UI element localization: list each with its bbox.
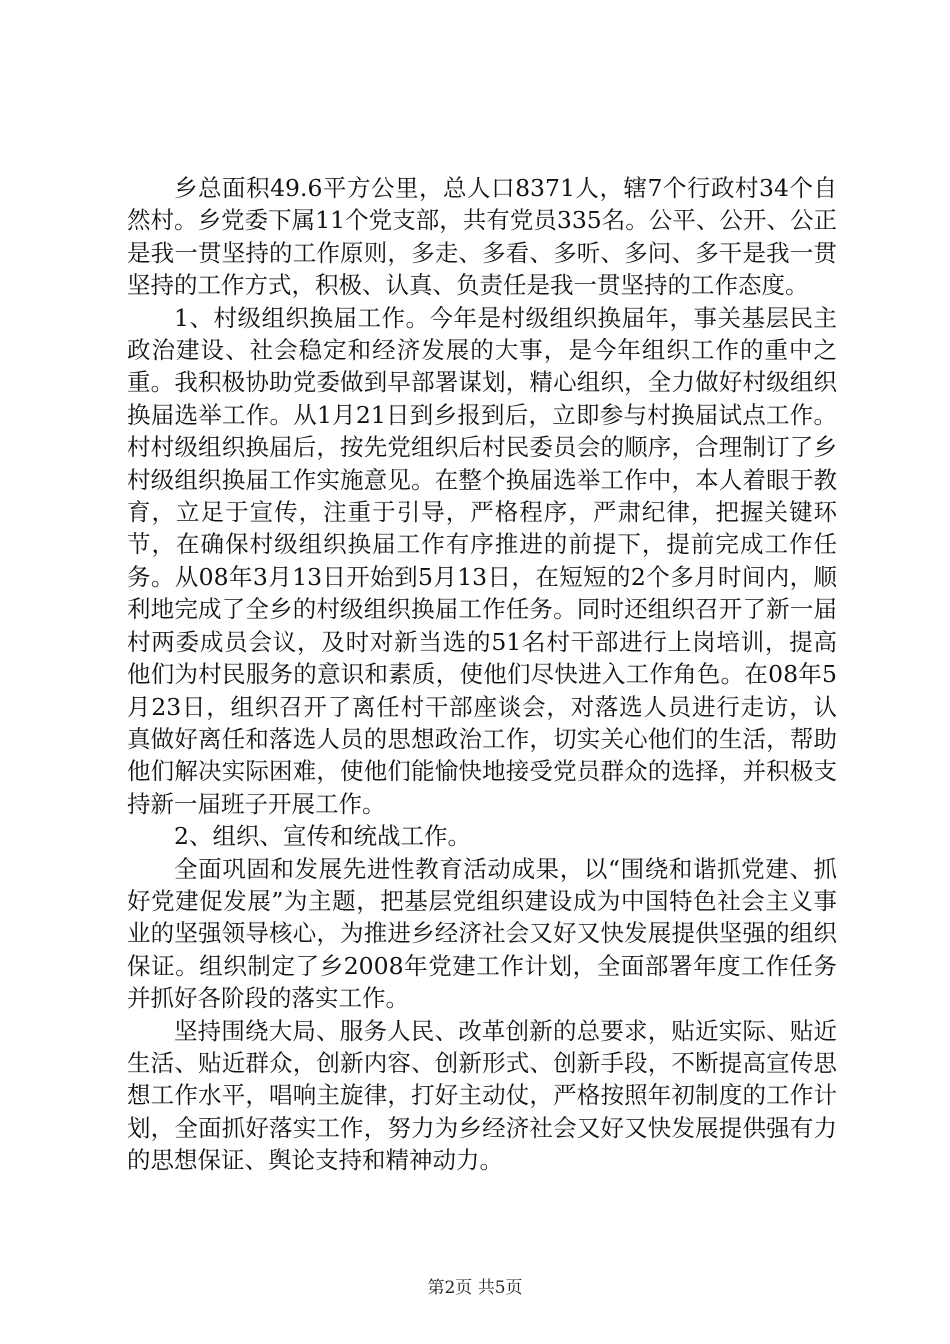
paragraph-publicity: 坚持围绕大局、服务人民、改革创新的总要求，贴近实际、贴近生活、贴近群众，创新内容、创新形式、创新手段，不断提高宣传思想工作水平，唱响主旋律，打好主动仗，严格按照年初制度的工作计划，全面抓好落实工作，努力为乡经济社会又好又快发展提供强有力的思想保证、舆论支持和精神动力。 [127,1016,837,1175]
page-footer: 第2页 共5页 [427,1278,523,1298]
paragraph-party-building: 全面巩固和发展先进性教育活动成果，以“围绕和谐抓党建、抓好党建促发展”为主题，把基层党组织建设成为中国特色社会主义事业的坚强领导核心，为推进乡经济社会又好又快发展提供坚强的组织保证。组织制定了乡2008年党建工作计划，全面部署年度工作任务并抓好各阶段的落实工作。 [127,854,837,1013]
paragraph-section-heading: 2、组织、宣传和统战工作。 [174,822,471,851]
paragraph-village-election: 1、村级组织换届工作。今年是村级组织换届年，事关基层民主政治建设、社会稳定和经济发展的大事，是今年组织工作的重中之重。我积极协助党委做到早部署谋划，精心组织，全力做好村级组织换届选举工作。从1月21日到乡报到后，立即参与村换届试点工作。村村级组织换届后，按先党组织后村民委员会的顺序，合理制订了乡村级组织换届工作实施意见。在整个换届选举工作中，本人着眼于教育，立足于宣传，注重于引导，严格程序，严肃纪律，把握关键环节，在确保村级组织换届工作有序推进的前提下，提前完成工作任务。从08年3月13日开始到5月13日，在短短的2个多月时间内，顺利地完成了全乡的村级组织换届工作任务。同时还组织召开了新一届村两委成员会议，及时对新当选的51名村干部进行上岗培训，提高他们为村民服务的意识和素质，使他们尽快进入工作角色。在08年5月23日，组织召开了离任村干部座谈会，对落选人员进行走访，认真做好离任和落选人员的思想政治工作，切实关心他们的生活，帮助他们解决实际困难，使他们能愉快地接受党员群众的选择，并积极支持新一届班子开展工作。 [127,303,837,818]
document-body [127,172,837,1177]
paragraph-overview: 乡总面积49.6平方公里，总人口8371人，辖7个行政村34个自然村。乡党委下属11个党支部，共有党员335名。公平、公开、公正是我一贯坚持的工作原则，多走、多看、多听、多问、多干是我一贯坚持的工作方式，积极、认真、负责任是我一贯坚持的工作态度。 [127,174,837,300]
